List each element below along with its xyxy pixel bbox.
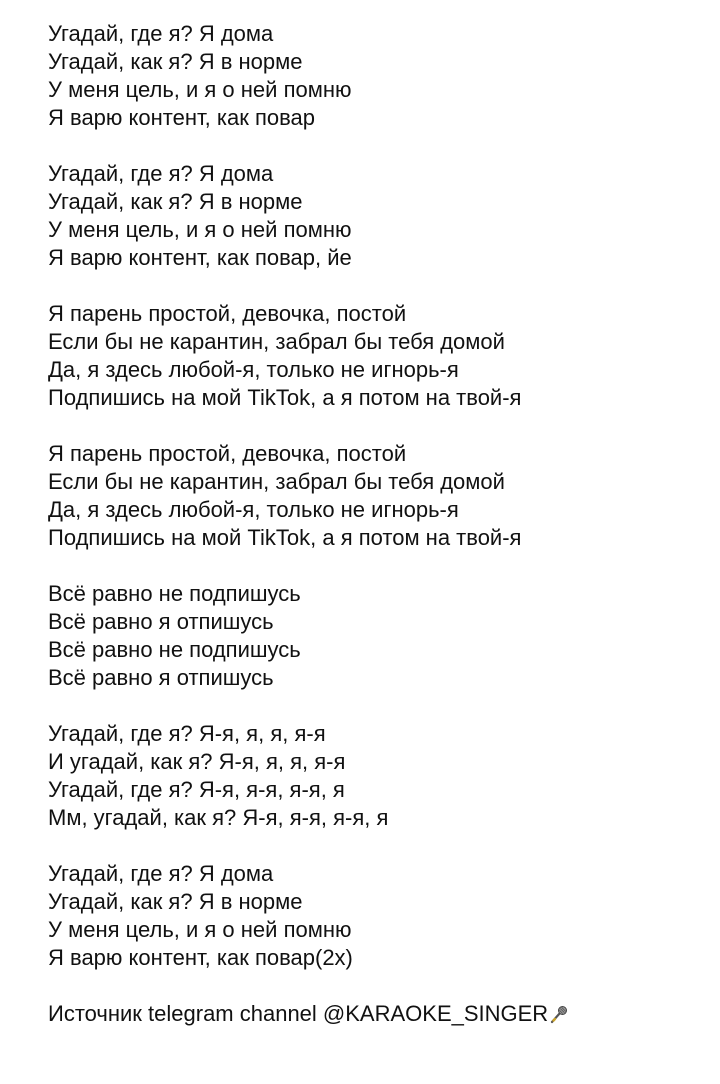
stanza-2 xyxy=(48,160,708,272)
lyric-line: Угадай, где я? Я дома xyxy=(48,161,274,186)
lyrics-text xyxy=(48,20,708,1028)
lyric-line: У меня цель, и я о ней помню xyxy=(48,77,352,102)
lyric-line: Подпишись на мой TikTok, а я потом на твой-я xyxy=(48,385,522,410)
lyric-line: Угадай, где я? Я-я, я-я, я-я, я xyxy=(48,777,345,802)
stanza-5 xyxy=(48,580,708,692)
lyric-line: Я парень простой, девочка, постой xyxy=(48,441,407,466)
lyric-line: Угадай, где я? Я дома xyxy=(48,861,274,886)
source-line xyxy=(48,1000,708,1028)
lyric-line: Всё равно не подпишусь xyxy=(48,581,301,606)
lyric-line: Я варю контент, как повар xyxy=(48,105,315,130)
stanza-3 xyxy=(48,300,708,412)
lyric-line: У меня цель, и я о ней помню xyxy=(48,217,352,242)
lyric-line: Всё равно я отпишусь xyxy=(48,609,274,634)
lyric-line: Я варю контент, как повар, йе xyxy=(48,245,352,270)
lyric-line: Да, я здесь любой-я, только не игнорь-я xyxy=(48,357,459,382)
lyric-line: Подпишись на мой TikTok, а я потом на твой-я xyxy=(48,525,522,550)
lyric-line: Всё равно не подпишусь xyxy=(48,637,301,662)
lyric-line: Угадай, как я? Я в норме xyxy=(48,49,303,74)
lyric-line: Если бы не карантин, забрал бы тебя домой xyxy=(48,329,505,354)
lyric-line: Да, я здесь любой-я, только не игнорь-я xyxy=(48,497,459,522)
lyric-line: Я варю контент, как повар(2х) xyxy=(48,945,353,970)
source-text: Источник telegram channel @KARAOKE_SINGER xyxy=(48,1001,549,1026)
stanza-6 xyxy=(48,720,708,832)
lyric-line: И угадай, как я? Я-я, я, я, я-я xyxy=(48,749,346,774)
lyric-line: Мм, угадай, как я? Я-я, я-я, я-я, я xyxy=(48,805,389,830)
stanza-4 xyxy=(48,440,708,552)
stanza-1 xyxy=(48,20,708,132)
lyric-line: Угадай, как я? Я в норме xyxy=(48,889,303,914)
stanza-7 xyxy=(48,860,708,972)
lyric-line: У меня цель, и я о ней помню xyxy=(48,917,352,942)
lyric-line: Угадай, где я? Я дома xyxy=(48,21,274,46)
lyric-line: Угадай, как я? Я в норме xyxy=(48,189,303,214)
lyric-line: Угадай, где я? Я-я, я, я, я-я xyxy=(48,721,326,746)
microphone-icon xyxy=(549,1003,569,1031)
lyric-line: Всё равно я отпишусь xyxy=(48,665,274,690)
lyric-line: Я парень простой, девочка, постой xyxy=(48,301,407,326)
lyric-line: Если бы не карантин, забрал бы тебя домой xyxy=(48,469,505,494)
